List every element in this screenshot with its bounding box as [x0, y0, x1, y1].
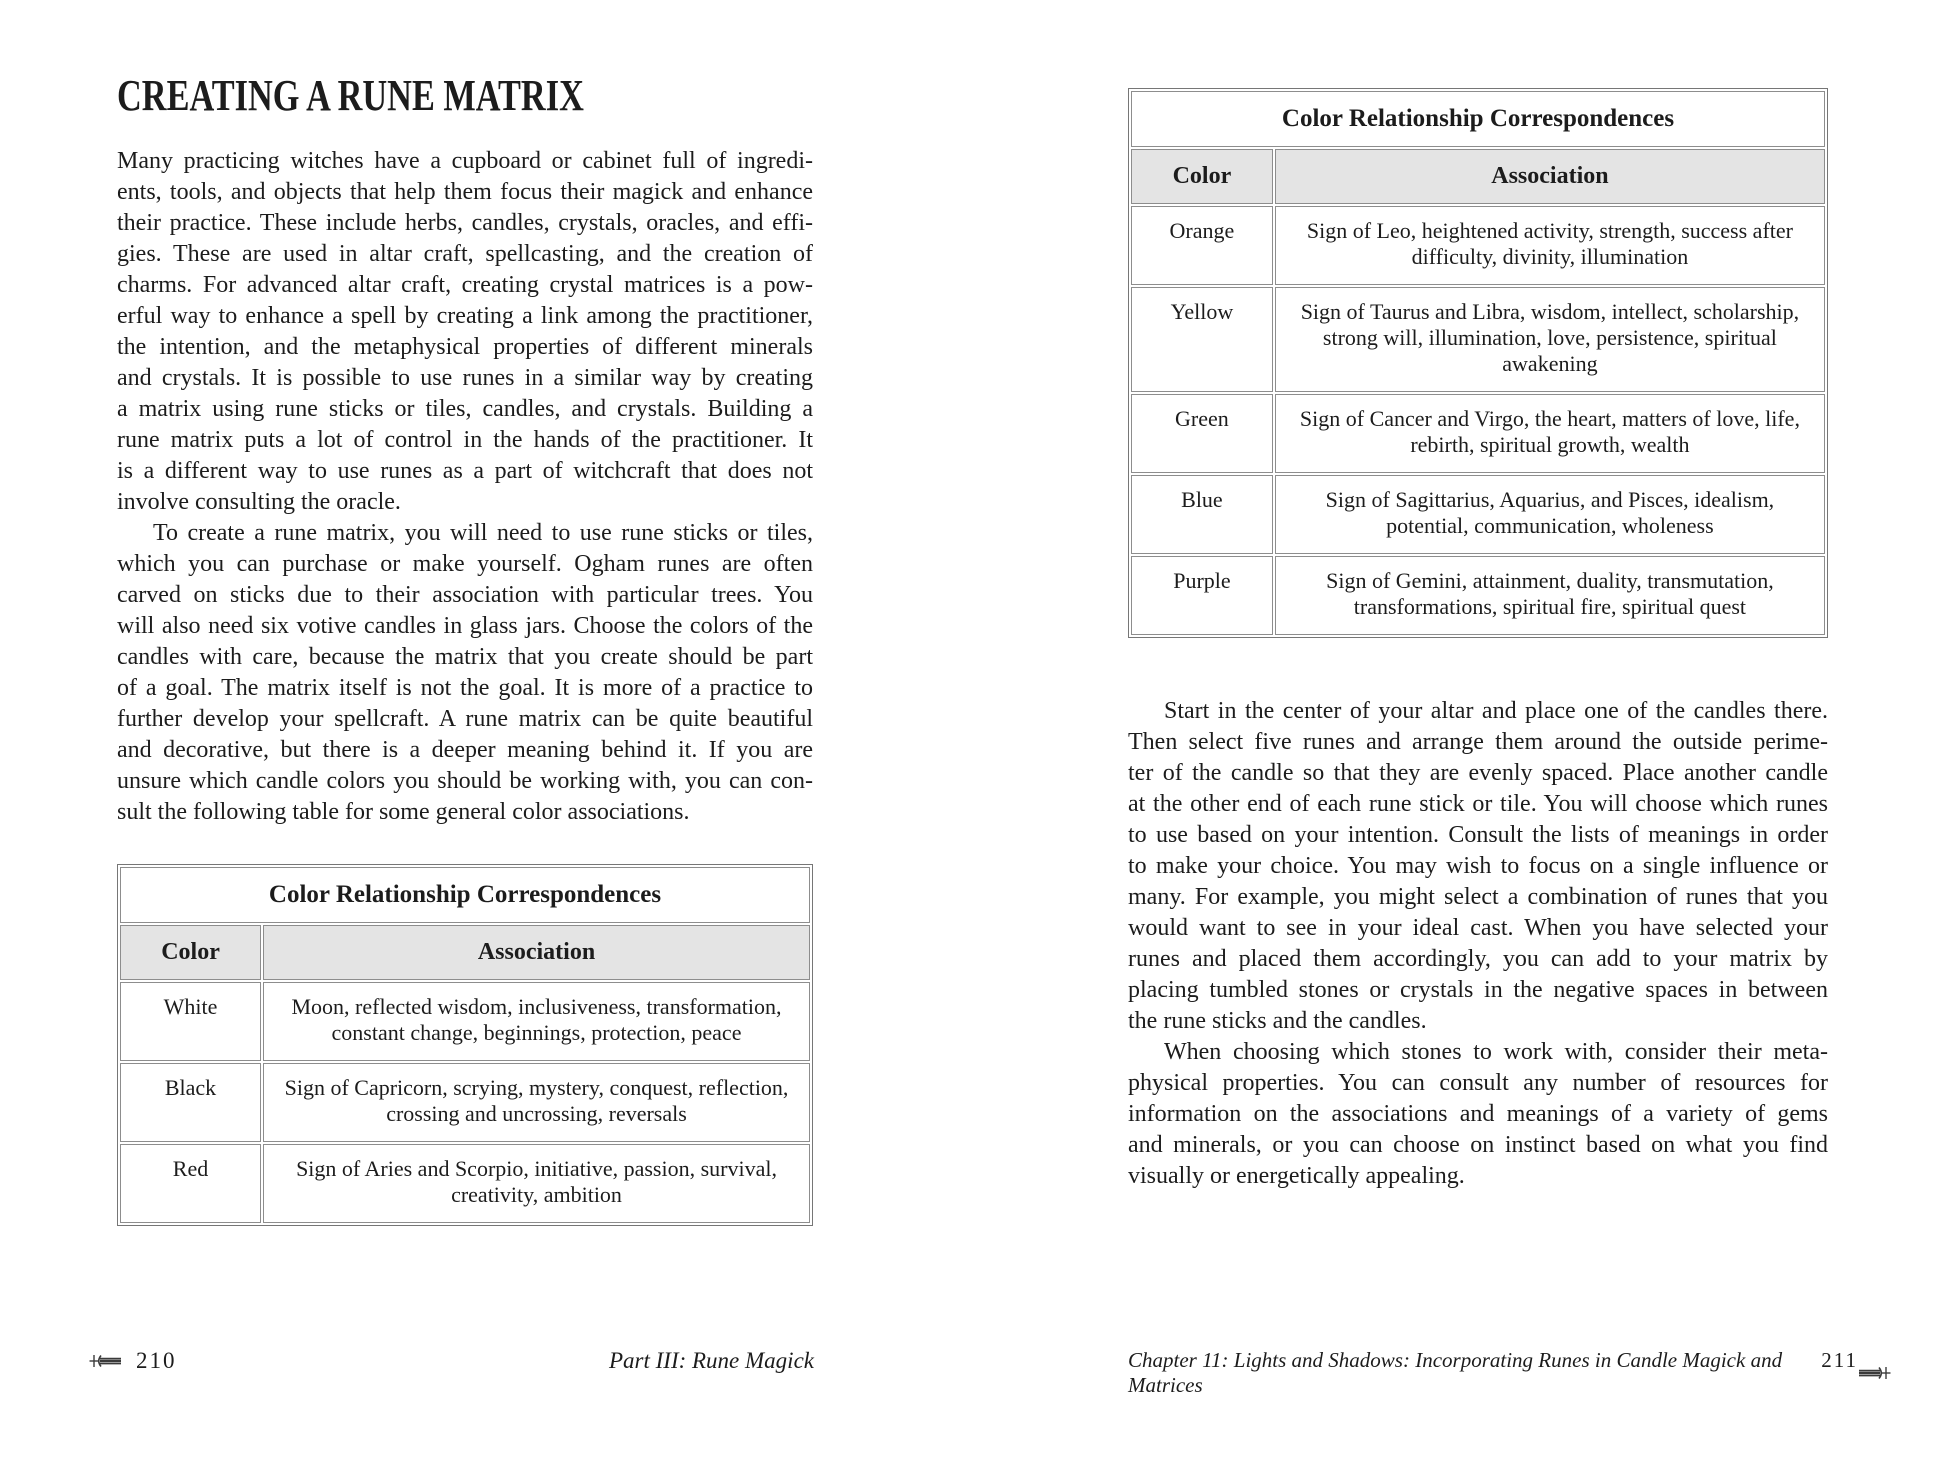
text-line: candles with care, because the matrix that you create should be part	[117, 644, 813, 670]
part-label: Part III: Rune Magick	[608, 1348, 814, 1373]
text-line: When choosing which stones to work with, consider their meta-	[1164, 1039, 1828, 1065]
text-line: to use based on your intention. Consult the lists of meanings in order	[1128, 822, 1828, 848]
footer-right	[1128, 1348, 1892, 1398]
table-title-row	[1131, 91, 1825, 147]
color-name-cell: White	[120, 982, 261, 1061]
text-line: many. For example, you might select a combination of runes that you	[1128, 884, 1828, 910]
text-line: would want to see in your ideal cast. When you have selected your	[1128, 915, 1828, 941]
table-row	[1131, 475, 1825, 554]
table-row	[120, 1063, 810, 1142]
association-cell: Sign of Sagittarius, Aquarius, and Pisces, idealism, potential, communication, wholeness	[1275, 475, 1825, 554]
text-line: the intention, and the metaphysical properties of different minerals	[117, 334, 813, 360]
color-correspondence-table-left	[117, 864, 813, 1226]
page-number: 211	[1821, 1348, 1858, 1372]
text-line: placing tumbled stones or crystals in the negative spaces in between	[1128, 977, 1828, 1003]
text-line: will also need six votive candles in glass jars. Choose the colors of the	[117, 613, 813, 639]
table-row	[1131, 287, 1825, 392]
column-header-association: Association	[263, 925, 810, 980]
chapter-label: Chapter 11: Lights and Shadows: Incorporating Runes in Candle Magick and Matrices	[1128, 1348, 1783, 1397]
table-header-row	[1131, 149, 1825, 204]
text-line: which you can purchase or make yourself. Ogham runes are often	[117, 551, 813, 577]
footer-left	[88, 1348, 814, 1374]
text-line: physical properties. You can consult any number of resources for	[1128, 1070, 1828, 1096]
column-header-color: Color	[1131, 149, 1273, 204]
table-title: Color Relationship Correspondences	[120, 867, 810, 923]
text-line: carved on sticks due to their association with particular trees. You	[117, 582, 813, 608]
body-paragraph	[1128, 1037, 1828, 1192]
color-name-cell: Red	[120, 1144, 261, 1223]
association-cell: Sign of Cancer and Virgo, the heart, matters of love, life, rebirth, spiritual growth, wealth	[1275, 394, 1825, 473]
table-row	[120, 982, 810, 1061]
text-line: runes and placed them accordingly, you can add to your matrix by	[1128, 946, 1828, 972]
text-line: charms. For advanced altar craft, creating crystal matrices is a pow-	[117, 272, 813, 298]
association-cell: Sign of Capricorn, scrying, mystery, conquest, reflection, crossing and uncrossing, reversals	[263, 1063, 810, 1142]
page-title: CREATING A RUNE MATRIX	[117, 71, 584, 120]
text-line: Then select five runes and arrange them around the outside perime-	[1128, 729, 1828, 755]
footer-arrow-right-icon	[1858, 1365, 1892, 1381]
color-correspondence-table-right	[1128, 88, 1828, 638]
body-paragraph	[117, 518, 813, 828]
color-name-cell: Black	[120, 1063, 261, 1142]
text-line: is a different way to use runes as a part of witchcraft that does not	[117, 458, 813, 484]
table-row	[1131, 206, 1825, 285]
text-line: their practice. These include herbs, candles, crystals, oracles, and effi-	[117, 210, 813, 236]
color-name-cell: Yellow	[1131, 287, 1273, 392]
color-name-cell: Orange	[1131, 206, 1273, 285]
text-line: unsure which candle colors you should be working with, you can con-	[117, 768, 813, 794]
footer-arrow-left-icon	[88, 1353, 122, 1369]
color-name-cell: Green	[1131, 394, 1273, 473]
text-line: at the other end of each rune stick or tile. You will choose which runes	[1128, 791, 1828, 817]
text-line: visually or energetically appealing.	[1128, 1163, 1465, 1189]
text-line: gies. These are used in altar craft, spellcasting, and the creation of	[117, 241, 813, 267]
text-line: erful way to enhance a spell by creating a link among the practitioner,	[117, 303, 813, 329]
text-line: and decorative, but there is a deeper meaning behind it. If you are	[117, 737, 813, 763]
text-line: and minerals, or you can choose on instinct based on what you find	[1128, 1132, 1828, 1158]
association-cell: Sign of Taurus and Libra, wisdom, intellect, scholarship, strong will, illumination, love, persistence, spiritual awakening	[1275, 287, 1825, 392]
color-name-cell: Purple	[1131, 556, 1273, 635]
text-line: information on the associations and meanings of a variety of gems	[1128, 1101, 1828, 1127]
table-row	[120, 1144, 810, 1223]
association-cell: Moon, reflected wisdom, inclusiveness, transformation, constant change, beginnings, protection, peace	[263, 982, 810, 1061]
column-header-association: Association	[1275, 149, 1825, 204]
association-cell: Sign of Gemini, attainment, duality, transmutation, transformations, spiritual fire, spiritual quest	[1275, 556, 1825, 635]
text-line: rune matrix puts a lot of control in the hands of the practitioner. It	[117, 427, 813, 453]
table-row	[1131, 394, 1825, 473]
association-cell: Sign of Leo, heightened activity, strength, success after difficulty, divinity, illumination	[1275, 206, 1825, 285]
text-line: and crystals. It is possible to use runes in a similar way by creating	[117, 365, 813, 391]
text-line: Many practicing witches have a cupboard or cabinet full of ingredi-	[117, 148, 813, 174]
table-title: Color Relationship Correspondences	[1131, 91, 1825, 147]
page-number: 210	[136, 1348, 177, 1373]
body-paragraph	[117, 146, 813, 518]
text-line: Start in the center of your altar and place one of the candles there.	[1164, 698, 1828, 724]
text-line: the rune sticks and the candles.	[1128, 1008, 1427, 1034]
table-row	[1131, 556, 1825, 635]
body-paragraph	[1128, 696, 1828, 1037]
text-line: to make your choice. You may wish to focus on a single influence or	[1128, 853, 1828, 879]
text-line: a matrix using rune sticks or tiles, candles, and crystals. Building a	[117, 396, 813, 422]
color-name-cell: Blue	[1131, 475, 1273, 554]
column-header-color: Color	[120, 925, 261, 980]
text-line: ents, tools, and objects that help them focus their magick and enhance	[117, 179, 813, 205]
page-right	[1128, 88, 1828, 1192]
page-left	[117, 58, 813, 1226]
text-line: ter of the candle so that they are evenly spaced. Place another candle	[1128, 760, 1828, 786]
text-line: further develop your spellcraft. A rune matrix can be quite beautiful	[117, 706, 813, 732]
table-header-row	[120, 925, 810, 980]
text-line: of a goal. The matrix itself is not the goal. It is more of a practice to	[117, 675, 813, 701]
association-cell: Sign of Aries and Scorpio, initiative, passion, survival, creativity, ambition	[263, 1144, 810, 1223]
text-line: involve consulting the oracle.	[117, 489, 401, 515]
table-title-row	[120, 867, 810, 923]
text-line: sult the following table for some general color associations.	[117, 799, 690, 825]
text-line: To create a rune matrix, you will need to use rune sticks or tiles,	[153, 520, 813, 546]
